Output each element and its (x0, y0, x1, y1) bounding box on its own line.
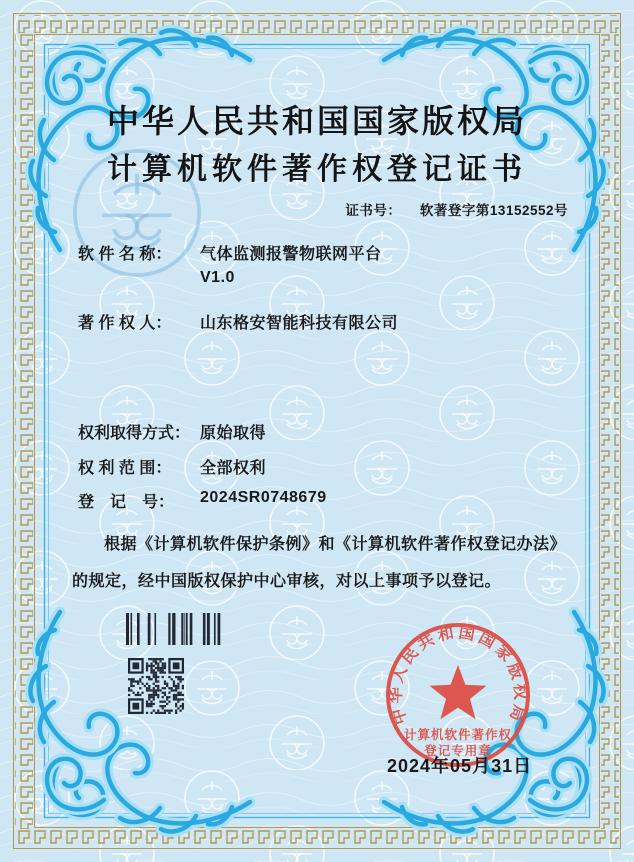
field-label: 软 件 名 称： (78, 246, 172, 263)
field-rights-scope (78, 455, 266, 478)
field-software-name (78, 241, 382, 287)
certificate-number (345, 199, 568, 219)
official-seal (379, 616, 537, 774)
field-value: 气体监测报警物联网平台 V1.0 (200, 246, 382, 286)
field-acquisition-method (78, 420, 266, 443)
barcode-image (126, 613, 223, 645)
field-label: 权 利 范 围： (78, 460, 172, 477)
field-label: 权利取得方式： (78, 425, 191, 442)
seal-ring-text: 中华人民共和国国家版权局 (387, 624, 529, 727)
registration-statement: 根据《计算机软件保护条例》和《计算机软件著作权登记办法》的规定，经中国版权保护中心审核，对以上事项予以登记。 (72, 536, 567, 590)
field-registration-number (78, 489, 327, 512)
qr-code-image (128, 658, 184, 714)
software-version: V1.0 (200, 269, 235, 286)
red-star-icon (430, 665, 487, 719)
seal-caption-line1: 计算机软件著作权 (403, 728, 513, 742)
certificate-number-value: 软著登字第13152552号 (419, 203, 568, 218)
field-value: 全部权利 (200, 460, 267, 477)
certificate-title: 计算机软件著作权登记证书 (107, 153, 527, 186)
seal-caption-line2: 登记专用章 (424, 744, 492, 758)
field-copyright-owner (78, 310, 398, 333)
field-label: 登 记 号： (78, 494, 175, 511)
field-label: 著 作 权 人： (78, 315, 172, 332)
field-value: 2024SR0748679 (200, 489, 327, 506)
field-value: 山东格安智能科技有限公司 (200, 315, 399, 332)
field-value: 原始取得 (200, 425, 267, 442)
issue-date: 2024年05月31日 (387, 756, 533, 776)
authority-title: 中华人民共和国国家版权局 (106, 103, 527, 139)
certificate-number-label: 证书号： (345, 203, 402, 218)
